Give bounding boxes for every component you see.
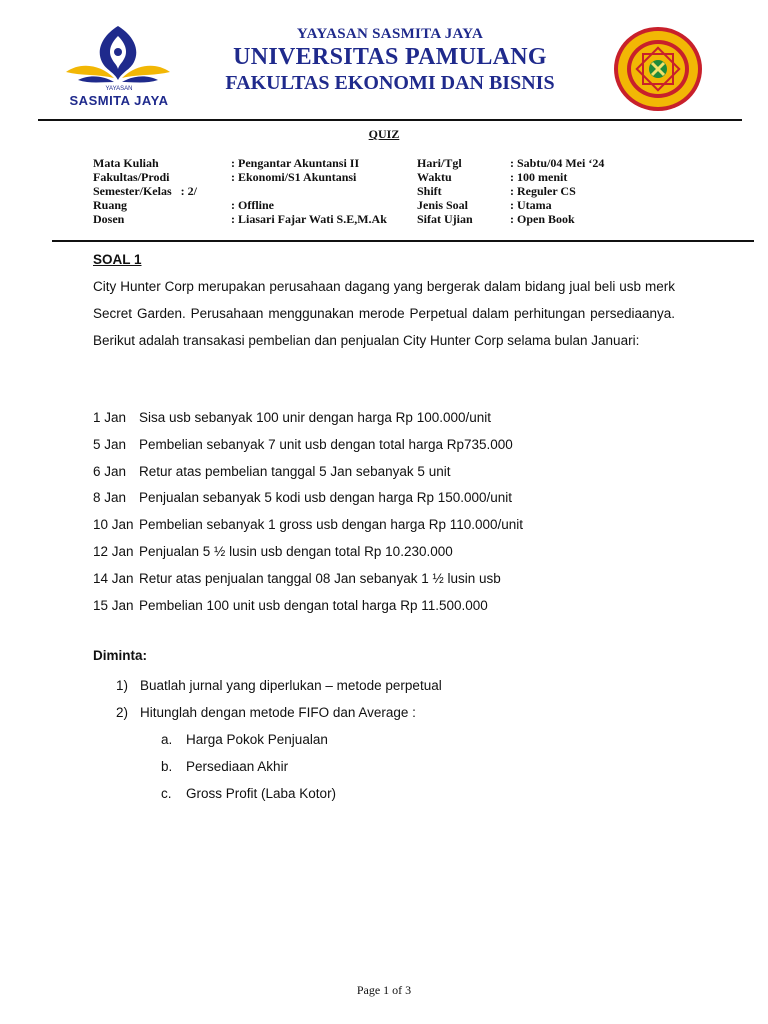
subtask-letter: a. [161,732,173,747]
transaction-date: 5 Jan [93,436,127,452]
info-label: Sifat Ujian [417,212,473,226]
info-value: : Reguler CS [510,184,576,198]
transaction-text: Retur atas penjualan tanggal 08 Jan sebanyak 1 ½ lusin usb [139,570,501,586]
list-item [93,593,693,620]
transaction-text: Sisa usb sebanyak 100 unir dengan harga Rp 100.000/unit [139,410,492,425]
list-item [93,459,693,486]
transaction-date: 10 Jan [93,517,134,533]
subtask-letter: b. [161,759,173,774]
info-labels-right [417,156,473,226]
transaction-date: 1 Jan [93,410,127,425]
info-label: Shift [417,184,442,198]
transaction-text: Retur atas pembelian tanggal 5 Jan sebanyak 5 unit [139,463,451,479]
info-label: Jenis Soal [417,198,469,212]
transaction-text: Penjualan 5 ½ lusin usb dengan total Rp 10.230.000 [139,543,453,559]
info-labels-left [93,156,197,226]
info-value: : Pengantar Akuntansi II [231,156,360,170]
subtask-text: Persediaan Akhir [186,759,289,774]
unpam-seal-logo [612,25,704,113]
info-value: : Offline [231,198,274,212]
info-value: : Open Book [510,212,575,226]
institution-header [180,26,600,95]
transaction-date: 14 Jan [93,570,134,586]
info-label: Mata Kuliah [93,156,159,170]
faculty-name: FAKULTAS EKONOMI DAN BISNIS [225,72,555,94]
info-value: : Utama [510,198,552,212]
list-item [93,405,693,432]
transaction-list [93,405,693,619]
required-heading: Diminta: [93,648,147,663]
info-label: Ruang [93,198,128,212]
logo-small-text: YAYASAN [105,86,133,92]
list-item [93,432,693,459]
list-item [93,539,693,566]
list-item [93,566,693,593]
transaction-date: 8 Jan [93,490,127,506]
question-intro: City Hunter Corp merupakan perusahaan dagang yang bergerak dalam bidang jual beli usb merk Secret Garden. Perusahaan menggunakan merode Perpetual dalam perhitungan persediaanya. Berikut adalah transakasi pembelian dan penjualan City Hunter Corp selama bulan Januari: [93,279,675,348]
info-values-left [231,156,387,226]
transaction-date: 12 Jan [93,543,134,559]
transaction-text: Pembelian sebanyak 7 unit usb dengan total harga Rp735.000 [139,436,513,452]
info-label: Hari/Tgl [417,156,462,170]
info-value: : Sabtu/04 Mei ‘24 [510,156,605,170]
subtask-letter: c. [161,786,172,801]
info-value: : Liasari Fajar Wati S.E,M.Ak [231,212,387,226]
header-divider [38,119,742,121]
task-number: 2) [116,705,129,720]
transaction-date: 15 Jan [93,597,134,613]
transaction-text: Penjualan sebanyak 5 kodi usb dengan harga Rp 150.000/unit [139,490,513,506]
yayasan-sasmita-jaya-logo [58,22,180,112]
info-value: : 100 menit [510,170,568,184]
info-value: : Ekonomi/S1 Akuntansi [231,170,357,184]
info-label: Semester/Kelas : 2/ [93,184,197,198]
page-number: Page 1 of 3 [356,983,412,997]
info-value [231,184,387,198]
transaction-text: Pembelian sebanyak 1 gross usb dengan harga Rp 110.000/unit [139,517,524,533]
university-name: UNIVERSITAS PAMULANG [233,44,547,70]
university-seal-icon [612,25,704,113]
info-label: Fakultas/Prodi [93,170,170,184]
task-number: 1) [116,678,129,693]
list-item [93,485,693,512]
question-title: SOAL 1 [93,252,142,267]
info-label: Dosen [93,212,125,226]
quiz-title: QUIZ [368,127,400,141]
subtask-text: Harga Pokok Penjualan [186,732,328,747]
subtask-text: Gross Profit (Laba Kotor) [186,786,337,801]
task-text: Buatlah jurnal yang diperlukan – metode perpetual [140,678,442,693]
info-label: Waktu [417,170,452,184]
task-text: Hitunglah dengan metode FIFO dan Average : [140,705,416,720]
info-values-right [510,156,604,226]
transaction-text: Pembelian 100 unit usb dengan total harga Rp 11.500.000 [139,597,488,613]
logo-big-text: SASMITA JAYA [69,93,169,108]
info-divider [52,240,754,242]
list-item [93,512,693,539]
foundation-name: YAYASAN SASMITA JAYA [296,26,484,42]
transaction-date: 6 Jan [93,463,127,479]
